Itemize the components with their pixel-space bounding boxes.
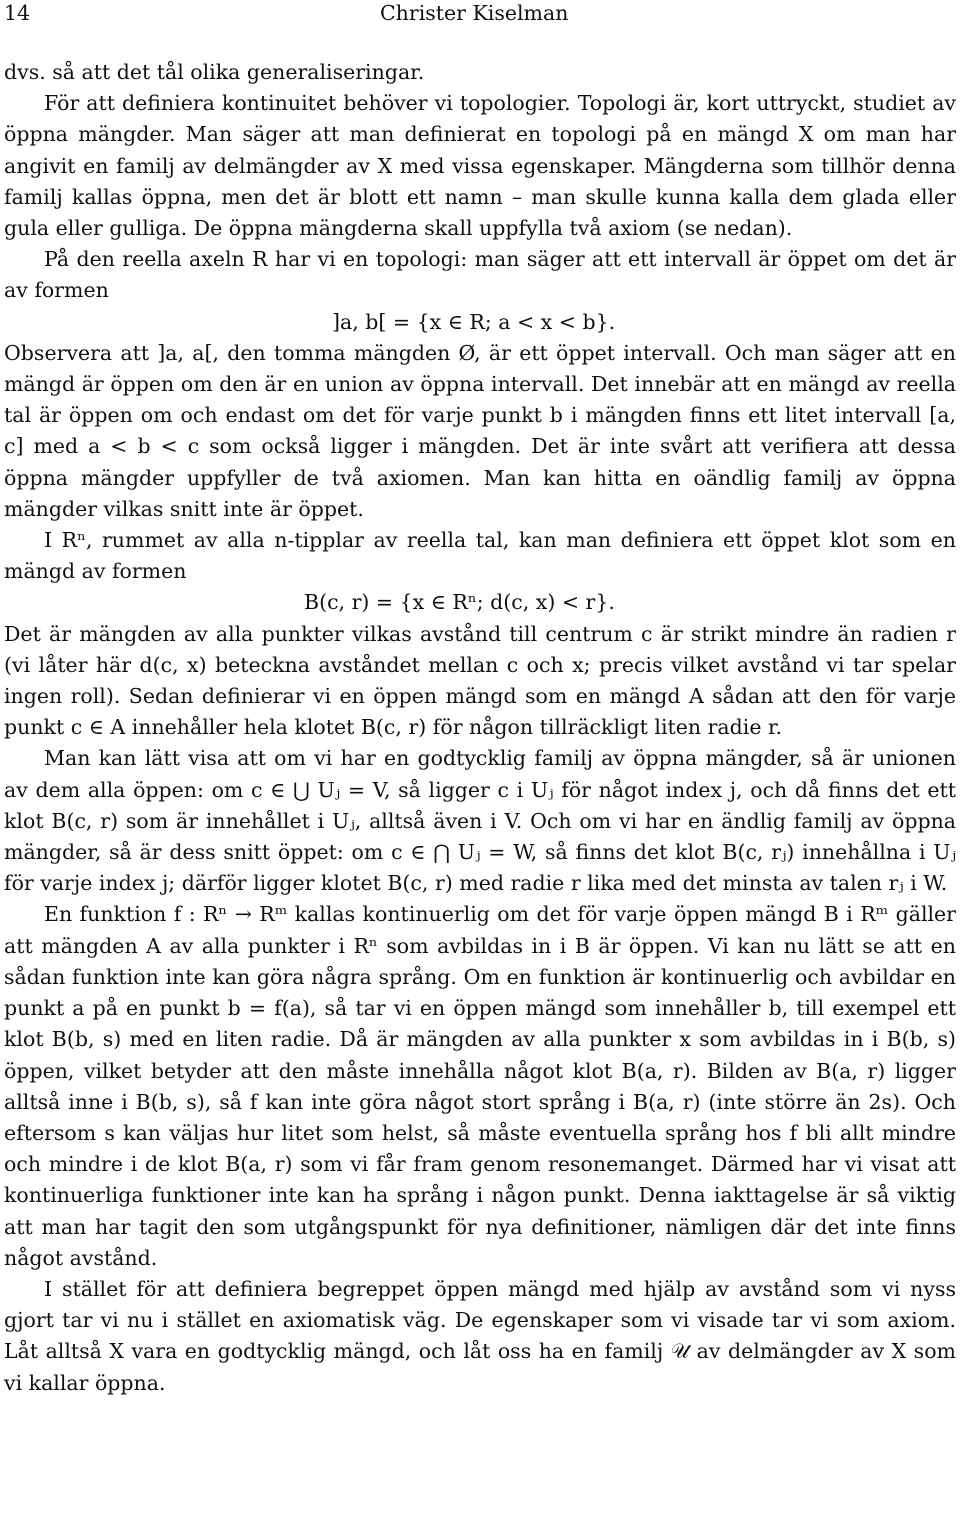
display-equation: B(c, r) = {x ∈ Rⁿ; d(c, x) < r}. — [304, 590, 615, 615]
paragraph: För att definiera kontinuitet behöver vi topologier. Topologi är, kort uttryckt, studiet av öppna mängder. Man säger att man definierat en topologi på en mängd X om man har angivit en familj av delmängder av X med vissa egenskaper. Mängderna som tillhör denna familj kallas öppna, men det är blott ett namn – man skulle kunna kalla dem glada eller gula eller gulliga. De öppna mängderna skall uppfylla två axiom (se nedan). — [4, 91, 956, 241]
paragraph: I stället för att definiera begreppet öppen mängd med hjälp av avstånd som vi nyss gjort tar vi nu i stället en axiomatisk väg. De egenskaper som vi visade tar vi som axiom. Låt alltså X vara en godtycklig mängd, och låt oss ha en familj 𝒰 av delmängder av X som vi kallar öppna. — [4, 1276, 956, 1395]
paragraph: Det är mängden av alla punkter vilkas avstånd till centrum c är strikt mindre än radien r (vi låter här d(c, x) beteckna avståndet mellan c och x; precis vilket avstånd vi tar spelar ingen roll). Sedan definierar vi en öppen mängd som en mängd A sådan att den för varje punkt c ∈ A innehåller hela klotet B(c, r) för någon tillräckligt liten radie r. — [4, 621, 956, 740]
paragraph: Observera att ]a, a[, den tomma mängden Ø, är ett öppet intervall. Och man säger att en mängd är öppen om den är en union av öppna intervall. Det innebär att en mängd av reella tal är öppen om och endast om det för varje punkt b i mängden finns ett litet intervall [a, c] med a < b < c som också ligger i mängden. Det är inte svårt att verifiera att dessa öppna mängder uppfyller de två axiomen. Man kan hitta en oändlig familj av öppna mängder vilkas snitt inte är öppet. — [4, 340, 956, 521]
display-equation: ]a, b[ = {x ∈ R; a < x < b}. — [332, 309, 616, 334]
page-number: 14 — [4, 1, 31, 25]
running-head-author: Christer Kiselman — [380, 1, 569, 25]
page-header — [4, 0, 956, 29]
paragraph: En funktion f : Rⁿ → Rᵐ kallas kontinuerlig om det för varje öppen mängd B i Rᵐ gäller att mängden A av alla punkter i Rⁿ som avbildas in i B är öppen. Vi kan nu lätt se att en sådan funktion inte kan göra några språng. Om en funktion är kontinuerlig och avbildar en punkt a på en punkt b = f(a), så tar vi en öppen mängd som innehåller b, till exempel ett klot B(b, s) med en liten radie. Då är mängden av alla punkter x som avbildas in i B(b, s) öppen, vilket betyder att den måste innehålla något klot B(a, r). Bilden av B(a, r) ligger alltså inne i B(b, s), så f kan inte göra något stort språng i B(a, r) (inte större än 2s). Och eftersom s kan väljas hur litet som helst, så måste eventuella språng hos f bli allt mindre och mindre i de klot B(a, r) som vi får fram genom resonemanget. Därmed har vi visat att kontinuerliga funktioner inte kan ha språng i någon punkt. Denna iakttagelse är så viktig att man har tagit den som utgångspunkt för nya definitioner, nämligen där det inte finns något avstånd. — [4, 902, 956, 1270]
document-page — [4, 0, 956, 1399]
paragraph: dvs. så att det tål olika generaliseringar. — [4, 60, 425, 84]
paragraph: I Rⁿ, rummet av alla n-tipplar av reella tal, kan man definiera ett öppet klot som en mängd av formen — [4, 528, 956, 584]
paragraph: Man kan lätt visa att om vi har en godtycklig familj av öppna mängder, så är unionen av dem alla öppen: om c ∈ ⋃ Uⱼ = V, så ligger c i Uⱼ för något index j, och då finns det ett klot B(c, r) som är innehållet i Uⱼ, alltså även i V. Och om vi har en ändlig familj av öppna mängder, så är dess snitt öppet: om c ∈ ⋂ Uⱼ = W, så finns det klot B(c, rⱼ) innehållna i Uⱼ för varje index j; därför ligger klotet B(c, r) med radie r lika med det minsta av talen rⱼ i W. — [4, 746, 956, 896]
paragraph: På den reella axeln R har vi en topologi: man säger att ett intervall är öppet om det är av formen — [4, 247, 956, 303]
